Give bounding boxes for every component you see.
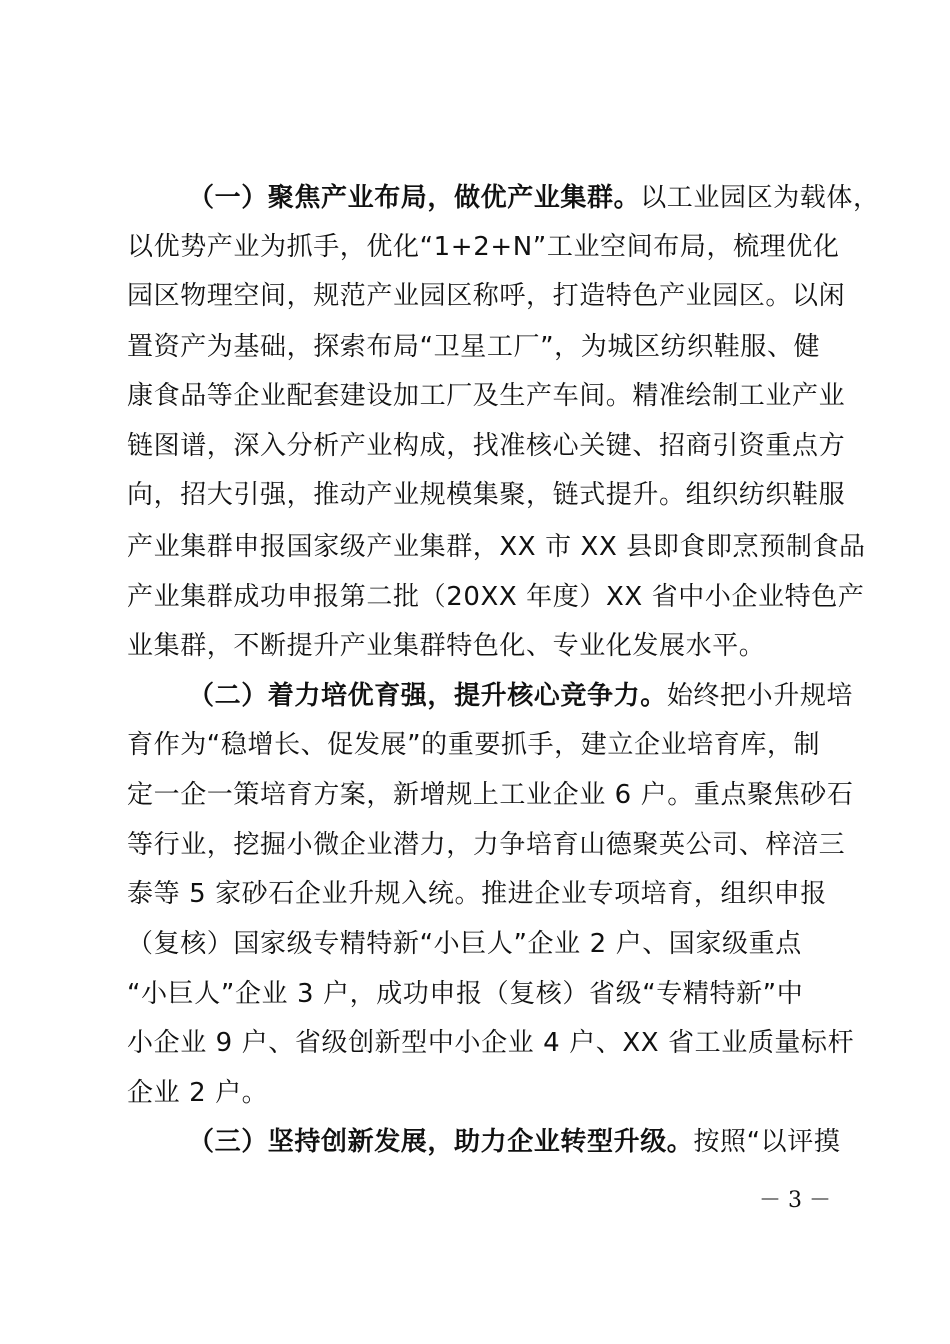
paragraph-line: 康食品等企业配套建设加工厂及生产车间。精准绘制工业产业 — [127, 381, 846, 411]
paragraph-line: 以优势产业为抓手，优化“1+2+N”工业空间布局，梳理优化 — [127, 232, 840, 262]
paragraph-line: 育作为“稳增长、促发展”的重要抓手，建立企业培育库，制 — [127, 730, 821, 760]
paragraph-line: （复核）国家级专精特新“小巨人”企业 2 户、国家级重点 — [127, 929, 802, 959]
section-heading: （三）坚持创新发展，助力企业转型升级。 — [188, 1127, 694, 1157]
paragraph-line: 置资产为基础，探索布局“卫星工厂”，为城区纺织鞋服、健 — [127, 332, 821, 362]
paragraph-line — [188, 178, 908, 218]
paragraph-text: 按照“以评摸 — [693, 1127, 841, 1157]
paragraph-text: 以工业园区为载体， — [640, 183, 880, 213]
paragraph-line — [188, 676, 908, 716]
paragraph-line: 产业集群申报国家级产业集群，XX 市 XX 县即食即烹预制食品 — [127, 532, 866, 562]
paragraph-line: 小企业 9 户、省级创新型中小企业 4 户、XX 省工业质量标杆 — [127, 1028, 855, 1058]
paragraph-line: 泰等 5 家砂石企业升规入统。推进企业专项培育，组织申报 — [127, 879, 827, 909]
paragraph-line — [188, 1122, 908, 1162]
paragraph-line: 定一企一策培育方案，新增规上工业企业 6 户。重点聚焦砂石 — [127, 780, 854, 810]
paragraph-line: 等行业，挖掘小微企业潜力，力争培育山德聚英公司、梓涪三 — [127, 830, 846, 860]
paragraph-text: 始终把小升规培 — [666, 681, 854, 711]
paragraph-line: 向，招大引强，推动产业规模集聚，链式提升。组织纺织鞋服 — [127, 480, 846, 510]
paragraph-line: 链图谱，深入分析产业构成，找准核心关键、招商引资重点方 — [127, 431, 846, 461]
paragraph-line: “小巨人”企业 3 户，成功申报（复核）省级“专精特新”中 — [127, 979, 804, 1009]
paragraph-line: 业集群，不断提升产业集群特色化、专业化发展水平。 — [127, 631, 766, 661]
paragraph-line: 企业 2 户。 — [127, 1078, 269, 1108]
paragraph-line: 产业集群成功申报第二批（20XX 年度）XX 省中小企业特色产 — [127, 582, 865, 612]
page-number: － 3 － — [759, 1188, 831, 1213]
section-heading: （二）着力培优育强，提升核心竞争力。 — [188, 681, 667, 711]
paragraph-line: 园区物理空间，规范产业园区称呼，打造特色产业园区。以闲 — [127, 281, 846, 311]
section-heading: （一）聚焦产业布局，做优产业集群。 — [188, 183, 641, 213]
